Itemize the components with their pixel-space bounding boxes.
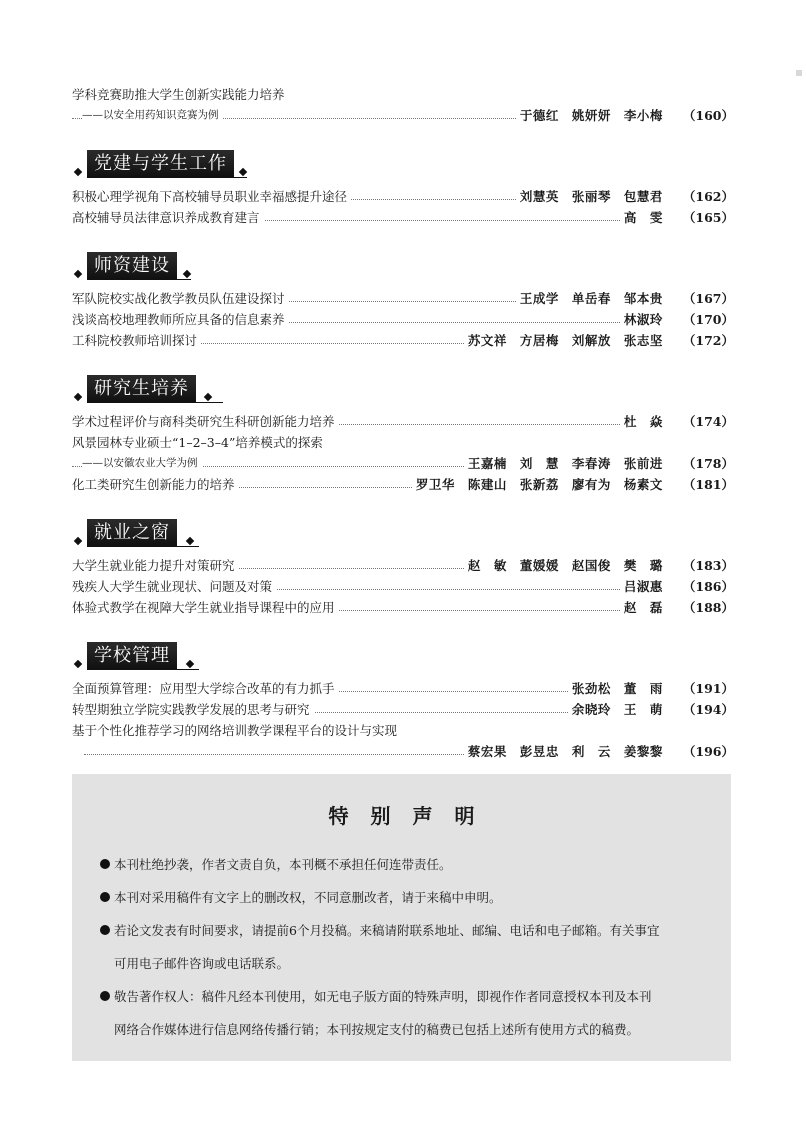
entry-title: 大学生就业能力提升对策研究 bbox=[72, 555, 239, 576]
entry-authors: 赵 磊 bbox=[623, 600, 663, 615]
toc-entry[interactable] bbox=[72, 105, 734, 126]
entry-page: （162） bbox=[682, 189, 734, 204]
entry-title: 工科院校教师培训探讨 bbox=[72, 330, 201, 351]
entry-title: 化工类研究生创新能力的培养 bbox=[72, 474, 239, 495]
section-heading-employment bbox=[72, 513, 734, 553]
diamond-icon bbox=[183, 270, 191, 278]
entry-authors: 刘慧英 张丽琴 包慧君 bbox=[519, 189, 663, 204]
entry-page: （196） bbox=[682, 744, 734, 759]
entry-page: （167） bbox=[682, 291, 734, 306]
section-underline bbox=[87, 402, 223, 403]
section-heading-faculty bbox=[72, 246, 734, 286]
toc-entry[interactable] bbox=[72, 576, 734, 597]
entry-authors: 杜 焱 bbox=[623, 414, 663, 429]
entry-authors: 苏文祥 方居梅 刘解放 张志坚 bbox=[467, 333, 663, 348]
entry-title: 全面预算管理：应用型大学综合改革的有力抓手 bbox=[72, 678, 339, 699]
bullet-icon bbox=[100, 892, 110, 902]
notice-line: 若论文发表有时间要求，请提前6个月投稿。来稿请附联系地址、邮编、电话和电子邮箱。有关事宜 bbox=[114, 923, 660, 938]
entry-title: 学术过程评价与商科类研究生科研创新能力培养 bbox=[72, 411, 339, 432]
notice-line: 本刊杜绝抄袭，作者文责自负，本刊概不承担任何连带责任。 bbox=[114, 857, 452, 872]
diamond-icon bbox=[186, 537, 194, 545]
toc-entry[interactable] bbox=[72, 432, 734, 453]
diamond-icon bbox=[186, 660, 194, 668]
section-underline bbox=[87, 669, 199, 670]
entry-page: （194） bbox=[682, 702, 734, 717]
entry-page: （183） bbox=[682, 558, 734, 573]
entry-page: （178） bbox=[682, 456, 734, 471]
table-of-contents bbox=[72, 84, 734, 762]
toc-entry[interactable] bbox=[72, 678, 734, 699]
entry-authors: 吕淑惠 bbox=[623, 579, 663, 594]
entry-authors: 蔡宏果 彭昱忠 利 云 姜黎黎 bbox=[467, 744, 663, 759]
entry-title: 转型期独立学院实践教学发展的思考与研究 bbox=[72, 699, 314, 720]
notice-item bbox=[100, 881, 705, 914]
toc-entry[interactable] bbox=[72, 330, 734, 351]
toc-entry[interactable] bbox=[72, 741, 734, 762]
section-label: 师资建设 bbox=[87, 252, 177, 280]
entry-authors: 罗卫华 陈建山 张新荔 廖有为 杨素文 bbox=[415, 477, 663, 492]
notice-line: 可用电子邮件咨询或电话联系。 bbox=[114, 956, 290, 971]
diamond-icon bbox=[204, 393, 212, 401]
entry-page: （170） bbox=[682, 312, 734, 327]
diamond-icon bbox=[74, 270, 82, 278]
toc-entry[interactable] bbox=[72, 555, 734, 576]
section-label: 学校管理 bbox=[87, 642, 177, 670]
bullet-icon bbox=[100, 859, 110, 869]
entry-page: （191） bbox=[682, 681, 734, 696]
entry-page: （165） bbox=[682, 210, 734, 225]
entry-title: 残疾人大学生就业现状、问题及对策 bbox=[72, 576, 276, 597]
entry-subtitle: ——以安全用药知识竞赛为例 bbox=[82, 105, 223, 126]
toc-entry[interactable] bbox=[72, 411, 734, 432]
toc-entry[interactable] bbox=[72, 597, 734, 618]
notice-line: 本刊对采用稿件有文字上的删改权，不同意删改者，请于来稿中申明。 bbox=[114, 890, 502, 905]
diamond-icon bbox=[74, 393, 82, 401]
entry-title: 高校辅导员法律意识养成教育建言 bbox=[72, 207, 264, 228]
toc-entry[interactable] bbox=[72, 207, 734, 228]
bullet-icon bbox=[100, 925, 110, 935]
section-heading-party-building bbox=[72, 144, 734, 184]
toc-entry[interactable] bbox=[72, 84, 734, 105]
notice-line: 网络合作媒体进行信息网络传播行销；本刊按规定支付的稿费已包括上述所有使用方式的稿费。 bbox=[114, 1022, 640, 1037]
section-heading-graduate-training bbox=[72, 369, 734, 409]
bullet-icon bbox=[100, 991, 110, 1001]
notice-item bbox=[100, 848, 705, 881]
entry-title: 体验式教学在视障大学生就业指导课程中的应用 bbox=[72, 597, 339, 618]
entry-page: （174） bbox=[682, 414, 734, 429]
diamond-icon bbox=[74, 537, 82, 545]
entry-authors: 林淑玲 bbox=[623, 312, 663, 327]
entry-authors: 张劲松 董 雨 bbox=[571, 681, 663, 696]
entry-title: 浅谈高校地理教师所应具备的信息素养 bbox=[72, 309, 289, 330]
entry-title: 风景园林专业硕士“1–2–3–4”培养模式的探索 bbox=[72, 432, 327, 453]
toc-entry[interactable] bbox=[72, 474, 734, 495]
section-label: 党建与学生工作 bbox=[87, 150, 234, 178]
notice-item bbox=[100, 914, 705, 980]
toc-entry[interactable] bbox=[72, 720, 734, 741]
entry-title: 军队院校实战化教学教员队伍建设探讨 bbox=[72, 288, 289, 309]
section-underline bbox=[87, 177, 247, 178]
toc-entry[interactable] bbox=[72, 309, 734, 330]
entry-authors: 余晓玲 王 萌 bbox=[571, 702, 663, 717]
special-notice-box bbox=[72, 774, 731, 1061]
entry-authors: 王成学 单岳春 邹本贵 bbox=[519, 291, 663, 306]
entry-page: （160） bbox=[682, 108, 734, 123]
entry-page: （186） bbox=[682, 579, 734, 594]
diamond-icon bbox=[239, 168, 247, 176]
toc-entry[interactable] bbox=[72, 288, 734, 309]
section-underline bbox=[87, 546, 199, 547]
notice-item bbox=[100, 980, 705, 1046]
entry-title: 积极心理学视角下高校辅导员职业幸福感提升途径 bbox=[72, 186, 351, 207]
entry-title: 学科竞赛助推大学生创新实践能力培养 bbox=[72, 84, 289, 105]
intro-block bbox=[72, 84, 734, 126]
entry-authors: 于德红 姚妍妍 李小梅 bbox=[519, 108, 663, 123]
notice-items bbox=[100, 848, 705, 1046]
notice-line: 敬告著作权人：稿件凡经本刊使用，如无电子版方面的特殊声明，即视作作者同意授权本刊及本刊 bbox=[114, 989, 652, 1004]
section-label: 研究生培养 bbox=[87, 375, 196, 403]
entry-subtitle: ——以安徽农业大学为例 bbox=[82, 453, 202, 474]
diamond-icon bbox=[74, 168, 82, 176]
entry-authors: 高 雯 bbox=[623, 210, 663, 225]
section-underline bbox=[87, 279, 191, 280]
entry-page: （172） bbox=[682, 333, 734, 348]
toc-entry[interactable] bbox=[72, 186, 734, 207]
page-corner-mark bbox=[796, 70, 802, 76]
entry-page: （181） bbox=[682, 477, 734, 492]
section-heading-school-management bbox=[72, 636, 734, 676]
entry-authors: 赵 敏 董媛媛 赵国俊 樊 璐 bbox=[467, 558, 663, 573]
notice-title: 特别声明 bbox=[328, 804, 497, 828]
entry-page: （188） bbox=[682, 600, 734, 615]
entry-authors: 王嘉楠 刘 慧 李春涛 张前进 bbox=[467, 456, 663, 471]
diamond-icon bbox=[74, 660, 82, 668]
entry-title: 基于个性化推荐学习的网络培训教学课程平台的设计与实现 bbox=[72, 720, 401, 741]
toc-entry[interactable] bbox=[72, 699, 734, 720]
section-label: 就业之窗 bbox=[87, 519, 177, 547]
toc-entry[interactable] bbox=[72, 453, 734, 474]
